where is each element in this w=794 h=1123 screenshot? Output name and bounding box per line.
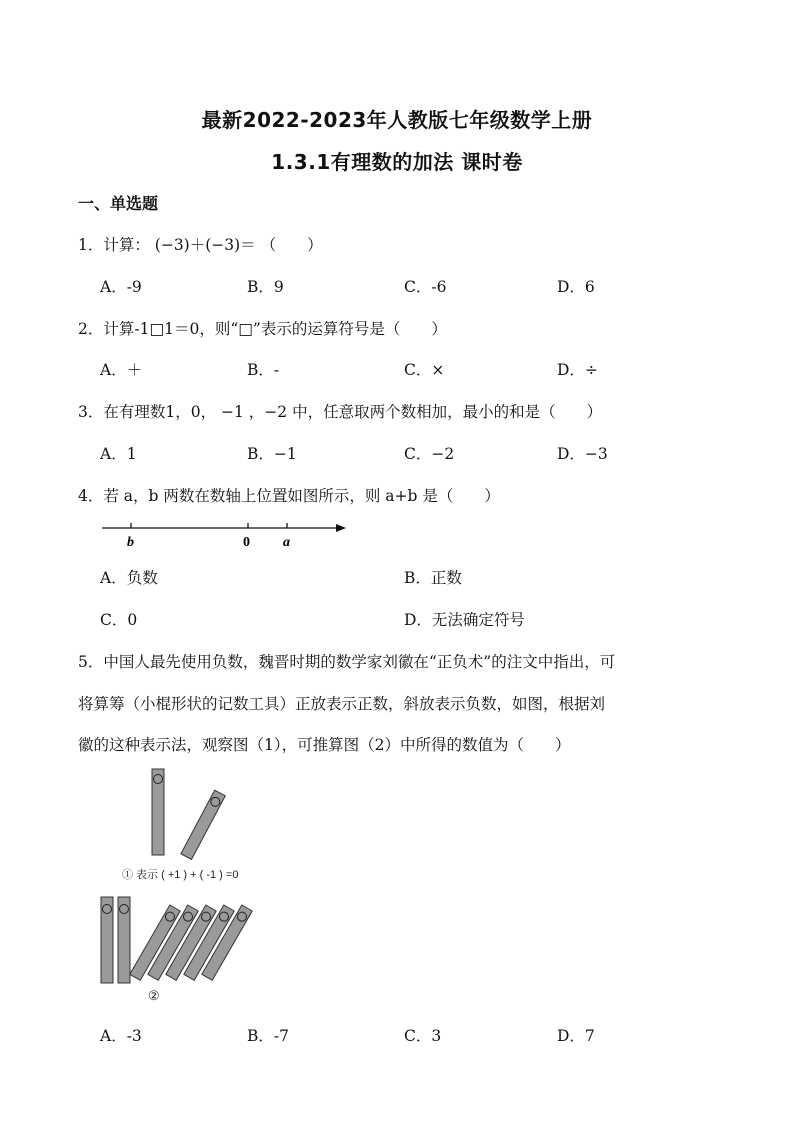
question-5-stem-line2: 将算筹（小棍形状的记数工具）正放表示正数，斜放表示负数，如图，根据刘: [78, 695, 606, 713]
question-5-stem-line1: 5．中国人最先使用负数，魏晋时期的数学家刘徽在“正负术”的注文中指出，可: [78, 653, 616, 671]
question-2-option-d[interactable]: D．÷: [557, 361, 598, 379]
counting-rods-figure-1: [140, 765, 240, 865]
question-5-option-a[interactable]: A．-3: [100, 1027, 142, 1045]
axis-label-0: 0: [243, 535, 250, 550]
number-line-figure: [100, 516, 350, 550]
question-2-stem: 2．计算-1□1＝0，则“□”表示的运算符号是（ ）: [78, 320, 447, 338]
upright-rod: [152, 769, 164, 855]
question-5-option-c[interactable]: C．3: [404, 1027, 442, 1045]
question-1-option-c[interactable]: C．-6: [404, 278, 447, 296]
document-title: 最新2022-2023年人教版七年级数学上册: [201, 108, 593, 132]
question-1-stem: 1．计算： (−3)＋(−3)＝ （ ）: [78, 236, 323, 254]
question-1-option-d[interactable]: D．6: [557, 278, 595, 296]
question-3-option-d[interactable]: D．−3: [557, 445, 608, 463]
question-3-option-a[interactable]: A．1: [100, 445, 137, 463]
question-3-option-b[interactable]: B．−1: [247, 445, 297, 463]
slanted-rod: [181, 790, 225, 859]
question-5-stem-line3: 徽的这种表示法，观察图（1），可推算图（2）中所得的数值为（ ）: [78, 736, 571, 754]
question-4-stem: 4．若 a，b 两数在数轴上位置如图所示，则 a+b 是（ ）: [78, 487, 500, 505]
figure-1-caption: ① 表示 ( +1 ) + ( -1 ) =0: [122, 869, 239, 881]
question-4-option-c[interactable]: C．0: [100, 611, 138, 629]
question-3-option-c[interactable]: C．−2: [404, 445, 455, 463]
question-1-option-b[interactable]: B．9: [247, 278, 284, 296]
question-3-stem: 3．在有理数1，0， −1 ，−2 中，任意取两个数相加，最小的和是（ ）: [78, 403, 603, 421]
arrow-icon: [336, 524, 346, 532]
section-heading: 一、单选题: [78, 194, 159, 213]
question-4-option-a[interactable]: A．负数: [100, 569, 158, 587]
axis-label-a: a: [283, 535, 290, 550]
question-5-option-d[interactable]: D．7: [557, 1027, 595, 1045]
counting-rods-figure-2: [95, 892, 270, 988]
question-4-option-b[interactable]: B．正数: [404, 569, 462, 587]
document-subtitle: 1.3.1有理数的加法 课时卷: [271, 150, 523, 174]
question-5-option-b[interactable]: B．-7: [247, 1027, 289, 1045]
question-2-option-c[interactable]: C．×: [404, 361, 445, 379]
figure-2-caption: ②: [148, 988, 160, 1003]
question-1-option-a[interactable]: A．-9: [100, 278, 142, 296]
question-2-option-a[interactable]: A．＋: [100, 361, 143, 379]
question-2-option-b[interactable]: B．-: [247, 361, 280, 379]
axis-label-b: b: [127, 535, 134, 550]
question-4-option-d[interactable]: D．无法确定符号: [404, 611, 525, 629]
